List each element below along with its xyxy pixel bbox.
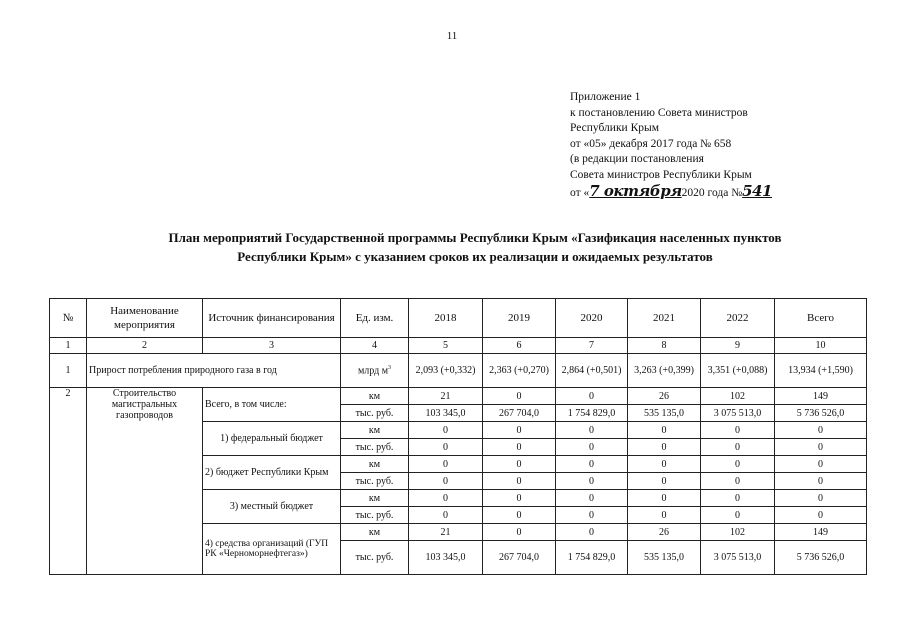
header-2022: 2022 — [701, 299, 775, 338]
cell: 535 135,0 — [628, 405, 701, 422]
cell: 0 — [409, 456, 483, 473]
cell: 0 — [628, 439, 701, 456]
table-row — [50, 388, 867, 405]
cell: 0 — [556, 456, 628, 473]
cell: 0 — [409, 422, 483, 439]
unit-km: км — [341, 456, 409, 473]
col-number: 9 — [701, 338, 775, 354]
cell: 0 — [701, 473, 775, 490]
cell: 0 — [483, 439, 556, 456]
source-republic: 2) бюджет Республики Крым — [203, 456, 341, 490]
appendix-line: Приложение 1 — [570, 91, 641, 103]
col-number: 10 — [775, 338, 867, 354]
cell: 149 — [775, 388, 867, 405]
value-2019: 2,363 (+0,270) — [483, 354, 556, 388]
cell: 1 754 829,0 — [556, 405, 628, 422]
plan-table — [49, 298, 867, 575]
source-local: 3) местный бюджет — [203, 490, 341, 524]
row-name: Прирост потребления природного газа в год — [87, 354, 341, 388]
header-source: Источник финансирования — [203, 299, 341, 338]
handwritten-date: 7 октября — [589, 181, 682, 200]
unit-rub: тыс. руб. — [341, 473, 409, 490]
appendix-line: (в редакции постановления — [570, 153, 704, 166]
unit-text: млрд м — [357, 365, 389, 377]
unit-superscript: 3 — [388, 364, 392, 371]
value-2020: 2,864 (+0,501) — [556, 354, 628, 388]
cell: 26 — [628, 388, 701, 405]
header-unit: Ед. изм. — [341, 299, 409, 338]
cell: 3 075 513,0 — [701, 405, 775, 422]
page-number: 11 — [446, 30, 458, 42]
cell: 0 — [775, 473, 867, 490]
cell: 0 — [701, 490, 775, 507]
value-total: 13,934 (+1,590) — [775, 354, 867, 388]
cell: 0 — [409, 473, 483, 490]
appendix-line-signature — [570, 181, 772, 202]
cell: 0 — [775, 439, 867, 456]
cell: 0 — [556, 388, 628, 405]
header-name: Наименование мероприятия — [87, 299, 203, 338]
cell: 0 — [483, 490, 556, 507]
cell: 0 — [628, 473, 701, 490]
cell: 0 — [628, 507, 701, 524]
handwritten-number: 541 — [742, 181, 772, 200]
cell: 26 — [628, 524, 701, 541]
title-line: Республики Крым» с указанием сроков их реализации и ожидаемых результатов — [237, 249, 713, 264]
cell: 0 — [775, 507, 867, 524]
cell: 0 — [556, 507, 628, 524]
cell: 0 — [701, 507, 775, 524]
col-number: 4 — [341, 338, 409, 354]
cell: 1 754 829,0 — [556, 541, 628, 575]
value-2018: 2,093 (+0,332) — [409, 354, 483, 388]
cell: 102 — [701, 524, 775, 541]
cell: 0 — [483, 456, 556, 473]
cell: 0 — [483, 524, 556, 541]
col-number: 8 — [628, 338, 701, 354]
unit-rub: тыс. руб. — [341, 507, 409, 524]
header-2019: 2019 — [483, 299, 556, 338]
cell: 0 — [628, 456, 701, 473]
cell: 21 — [409, 524, 483, 541]
col-number: 1 — [50, 338, 87, 354]
cell: 0 — [556, 473, 628, 490]
row-num: 2 — [50, 388, 87, 575]
header-row — [50, 299, 867, 338]
cell: 21 — [409, 388, 483, 405]
appendix-year: 2020 года № — [681, 186, 743, 199]
unit-km: км — [341, 524, 409, 541]
cell: 0 — [483, 473, 556, 490]
cell: 103 345,0 — [409, 405, 483, 422]
row-unit — [341, 354, 409, 388]
value-2021: 3,263 (+0,399) — [628, 354, 701, 388]
source-federal: 1) федеральный бюджет — [203, 422, 341, 456]
col-number: 5 — [409, 338, 483, 354]
source-total: Всего, в том числе: — [203, 388, 341, 422]
cell: 3 075 513,0 — [701, 541, 775, 575]
row-num: 1 — [50, 354, 87, 388]
unit-rub: тыс. руб. — [341, 439, 409, 456]
cell: 102 — [701, 388, 775, 405]
appendix-block — [570, 90, 772, 201]
unit-km: км — [341, 490, 409, 507]
appendix-line: от «05» декабря 2017 года № 658 — [570, 137, 732, 150]
cell: 0 — [483, 388, 556, 405]
appendix-line: Республики Крым — [570, 122, 659, 135]
cell: 0 — [775, 490, 867, 507]
unit-km: км — [341, 388, 409, 405]
cell: 0 — [409, 507, 483, 524]
header-2018: 2018 — [409, 299, 483, 338]
appendix-date-prefix: от « — [570, 186, 590, 199]
table-row-gas-growth — [50, 354, 867, 388]
col-number: 3 — [203, 338, 341, 354]
cell: 0 — [483, 507, 556, 524]
cell: 0 — [775, 422, 867, 439]
cell: 0 — [409, 439, 483, 456]
cell: 5 736 526,0 — [775, 405, 867, 422]
cell: 0 — [701, 439, 775, 456]
header-2020: 2020 — [556, 299, 628, 338]
cell: 267 704,0 — [483, 405, 556, 422]
source-organizations: 4) средства организаций (ГУП РК «Черноморнефтегаз») — [203, 524, 341, 575]
unit-km: км — [341, 422, 409, 439]
header-total: Всего — [775, 299, 867, 338]
cell: 535 135,0 — [628, 541, 701, 575]
cell: 0 — [556, 524, 628, 541]
cell: 0 — [701, 456, 775, 473]
title-line: План мероприятий Государственной программы Республики Крым «Газификация населенных пунктов — [168, 230, 782, 245]
column-number-row — [50, 338, 867, 354]
header-num: № — [50, 299, 87, 338]
cell: 5 736 526,0 — [775, 541, 867, 575]
appendix-line: к постановлению Совета министров — [570, 106, 748, 119]
cell: 103 345,0 — [409, 541, 483, 575]
cell: 0 — [775, 456, 867, 473]
cell: 0 — [701, 422, 775, 439]
cell: 0 — [483, 422, 556, 439]
unit-rub: тыс. руб. — [341, 405, 409, 422]
cell: 0 — [556, 422, 628, 439]
header-2021: 2021 — [628, 299, 701, 338]
cell: 0 — [628, 490, 701, 507]
cell: 0 — [556, 439, 628, 456]
col-number: 7 — [556, 338, 628, 354]
cell: 0 — [409, 490, 483, 507]
value-2022: 3,351 (+0,088) — [701, 354, 775, 388]
col-number: 6 — [483, 338, 556, 354]
document-title — [60, 228, 890, 266]
col-number: 2 — [87, 338, 203, 354]
unit-rub: тыс. руб. — [341, 541, 409, 575]
appendix-line: Совета министров Республики Крым — [570, 168, 752, 181]
row-name: Строительство магистральных газопроводов — [87, 388, 203, 575]
cell: 0 — [556, 490, 628, 507]
cell: 149 — [775, 524, 867, 541]
cell: 267 704,0 — [483, 541, 556, 575]
cell: 0 — [628, 422, 701, 439]
